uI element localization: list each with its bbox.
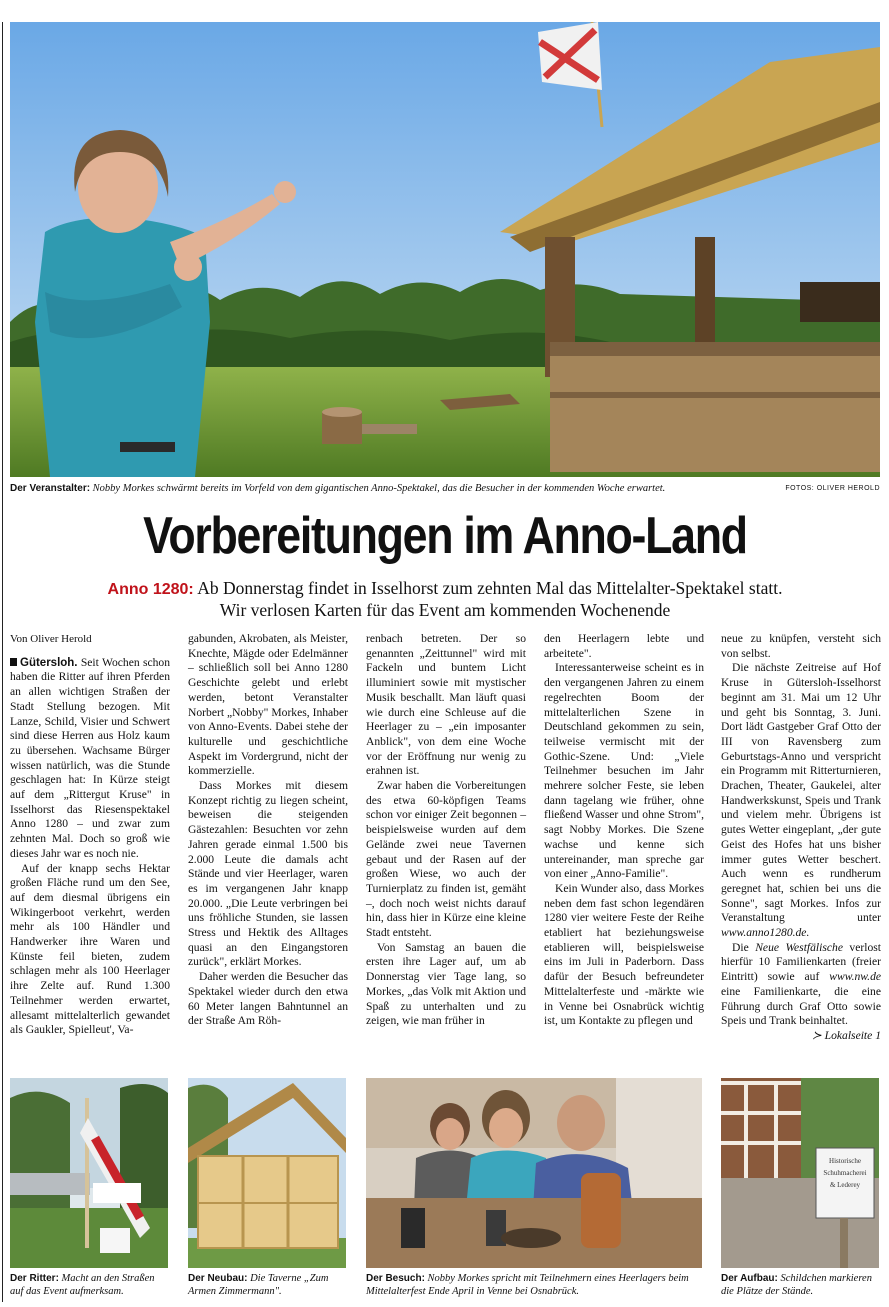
article-paragraph: Zwar haben die Vorbereitungen des etwa 60-köpfigen Teams schon vor einiger Zeit begonnen – beispielsweise wurden auf dem Gelände zwei neue Tavernen gebaut und der Rasen auf der großen Wiese, wo auch der Turnierplatz zu finden ist, gemäht –, doch noch weist nichts darauf hin, dass hier in Kürze eine kleine Stadt entsteht. (366, 779, 526, 940)
article-column-5 (721, 632, 881, 1044)
website-link[interactable]: www.anno1280.de. (721, 926, 810, 940)
photo-tavern (188, 1078, 346, 1268)
caption-visit: Der Besuch: Nobby Morkes spricht mit Teilnehmern eines Heerlagers beim Mittelalterfest Ende April in Venne bei Osnabrück. (366, 1273, 689, 1297)
headline: Vorbereitungen im Anno-Land (143, 507, 747, 565)
photo-knight (10, 1078, 168, 1268)
article-paragraph: gabunden, Akrobaten, als Meister, Knechte, Mägde oder Edelmänner – schließlich soll bei Anno 1280 Geschichte gelebt und erlebt werden, betont Veranstalter Norbert „Nobby" Morkes, Inhaber von Anno-Events. Dabei stehe der kulturelle und geschichtliche Aspekt im Vordergrund, nicht der kommerzielle. (188, 632, 348, 778)
article-paragraph: Die nächste Zeitreise auf Hof Kruse in Gütersloh-Isselhorst beginnt am 31. Mai um 12 Uhr und geht bis Sonntag, 3. Juni. Dort lädt Gastgeber Graf Otto der III von Ravensberg zum Geburtstags-Anno und verspricht ein Programm mit Ritterturnieren, Drachen, Theater, Gaukelei, alter Handwerkskunst, Speis und Trank und vielem mehr. Übrigens ist gutes Wetter eingeplant, „der gute Geist des Hofes hat uns bisher immer gutes Wetter beschert. Auch wenn es rundherum geregnet hat, schien bei uns die Sonne", sagt Morkes. Infos zur Veranstaltung unter www.anno1280.de. (721, 661, 881, 940)
article-paragraph: Kein Wunder also, dass Morkes neben dem fast schon legendären 1280 vier weitere Feste der Reihe etabliert hat beziehungsweise etablieren will, beispielsweise eins im Juli in Paderborn. Dass dafür der Besuch befreundeter Mittelalterfeste und -märkte wie in Venne bei Osnabrück wichtig ist, um Kontakte zu pflegen und (544, 881, 704, 1028)
sign-text-line: Schuhmacherei (823, 1169, 867, 1177)
page-reference: ≻ Lokalseite 1 (812, 1028, 881, 1042)
article-column-4 (544, 632, 704, 1029)
article-paragraph: Interessanterweise scheint es in den vergangenen Jahren zu einem regelrechten Boom der mittelalterlichen Szene in Deutschland gekommen zu sein, teilweise vermischt mit der Gothic-Szene. Und: „Viele Teilnehmer besuchen im Jahr mehrere solcher Feste, sie leben dann tagelang wie früher, ohne fließend Wasser und ohne Strom", sagt Nobby Morkes. Die Szene wachse und kenne sich untereinander, man spreche gar von einer „Anno-Familie". (544, 661, 704, 881)
subheadline (10, 578, 880, 621)
article-paragraph: neue zu knüpfen, versteht sich von selbst. (721, 632, 881, 660)
main-photo (10, 22, 880, 477)
subheadline-line2: Wir verlosen Karten für das Event am kommenden Wochenende (219, 600, 671, 620)
article-column-3 (366, 632, 526, 1029)
photo-credit: FOTOS: OLIVER HEROLD (785, 485, 880, 492)
newspaper-name: Neue Westfälische (755, 940, 843, 954)
kicker: Anno 1280: (107, 581, 194, 598)
article-paragraph: Dass Morkes mit diesem Konzept richtig zu liegen scheint, beweisen die steigenden Gästezahlen: Besuchten vor zehn Jahren gerade einmal 1.500 bis 2.000 Leute die damals acht Stände und vier Heerlager, waren es im vergangenen Jahr knapp 20.000. „Die Leute verbringen bei uns fröhliche Stunden, sie lassen Stress und Hektik des Alltages quasi an den Eingangstoren zurück", erklärt Morkes. (188, 779, 348, 969)
caption-text: Nobby Morkes schwärmt bereits im Vorfeld von dem gigantischen Anno-Spektakel, das die Besucher in der kommenden Woche erwartet. (92, 483, 666, 494)
article-column-2 (188, 632, 348, 1029)
photo-setup (721, 1078, 879, 1268)
website-link-nw[interactable]: www.nw.de (829, 970, 882, 984)
article-column-1 (10, 632, 170, 1038)
article-paragraph: Die Neue Westfälische verlost hierfür 10 Familienkarten (freier Eintritt) sowie auf www.nw.de eine Familienkarte, die eine Führung durch Graf Otto sowie Speis und Trank beinhaltet. (721, 940, 882, 1028)
caption-label: Der Veranstalter: (10, 483, 91, 494)
page-left-rule (2, 22, 3, 1302)
caption-knight: Der Ritter: Macht an den Straßen auf das Event aufmerksam. (10, 1273, 155, 1297)
subheadline-text1: Ab Donnerstag findet in Isselhorst zum zehnten Mal das Mittelalter-Spektakel statt. (197, 578, 783, 598)
sign-text-line: Historische (829, 1157, 861, 1165)
caption-setup: Der Aufbau: Schildchen markieren die Plätze der Stände. (721, 1273, 872, 1297)
main-photo-scene (10, 22, 880, 477)
byline: Von Oliver Herold (10, 633, 92, 645)
dateline-marker (10, 658, 17, 666)
article-paragraph: den Heerlagern lebte und arbeitete". (544, 632, 704, 660)
main-photo-caption (10, 482, 770, 495)
article-paragraph: Auf der knapp sechs Hektar großen Fläche rund um den See, auf dem diesmal übrigens ein Wikingerboot verkehrt, werden mehr als 100 Händler und Handwerker ihre Waren und Künste feil bieten, zudem schlagen mehr als 100 Heerlager ihre Zelte auf. Rund 1.300 Teilnehmer werden erwartet, allesamt mittelalterlich gewandet als Gaukler, Spielleut', Va- (10, 861, 170, 1037)
article-paragraph: Von Samstag an bauen die ersten ihre Lager auf, um ab Donnerstag vier Tage lang, so Morkes, „das Volk mit Aktion und Spaß zu unterhalten und zu zeigen, wie man früher in (366, 940, 526, 1028)
sign-text-line: & Lederey (829, 1181, 861, 1189)
caption-tavern: Der Neubau: Die Taverne „Zum Armen Zimmermann". (188, 1273, 329, 1297)
article-paragraph: Gütersloh. Seit Wochen schon haben die Ritter auf ihren Pferden an allen wichtigen Straßen der Stadt Stellung bezogen. Mit Lanze, Schild, Visier und Schwert sind diese Herren aus Holz kaum zu übersehen. Wachsame Bürger wissen natürlich, was die Stunde geschlagen hat: In Kürze steigt auf dem „Rittergut Kruse" in Isselhorst das Riesenspektakel Anno 1280 – und zwar zum zehnten Mal. Doch so groß wie dieses Jahr war es noch nie. (10, 655, 170, 860)
subheadline-line1 (10, 578, 880, 600)
dateline: Gütersloh. (20, 656, 78, 669)
photo-visit (366, 1078, 702, 1268)
article-paragraph: renbach betreten. Der so genannten „Zeittunnel" wird mit Fackeln und buntem Licht illuminiert sowie mit mystischer Musik beschallt. Man läuft quasi wie durch eine Schleuse auf die Heerlager zu – „ein imposanter Anblick", von dem eine Woche vor der Eröffnung nur wenig zu erahnen ist. (366, 632, 526, 778)
article-paragraph: Daher werden die Besucher das Spektakel wieder durch den etwa 60 Meter langen Bahntunnel an der Straße Am Röh- (188, 970, 348, 1028)
